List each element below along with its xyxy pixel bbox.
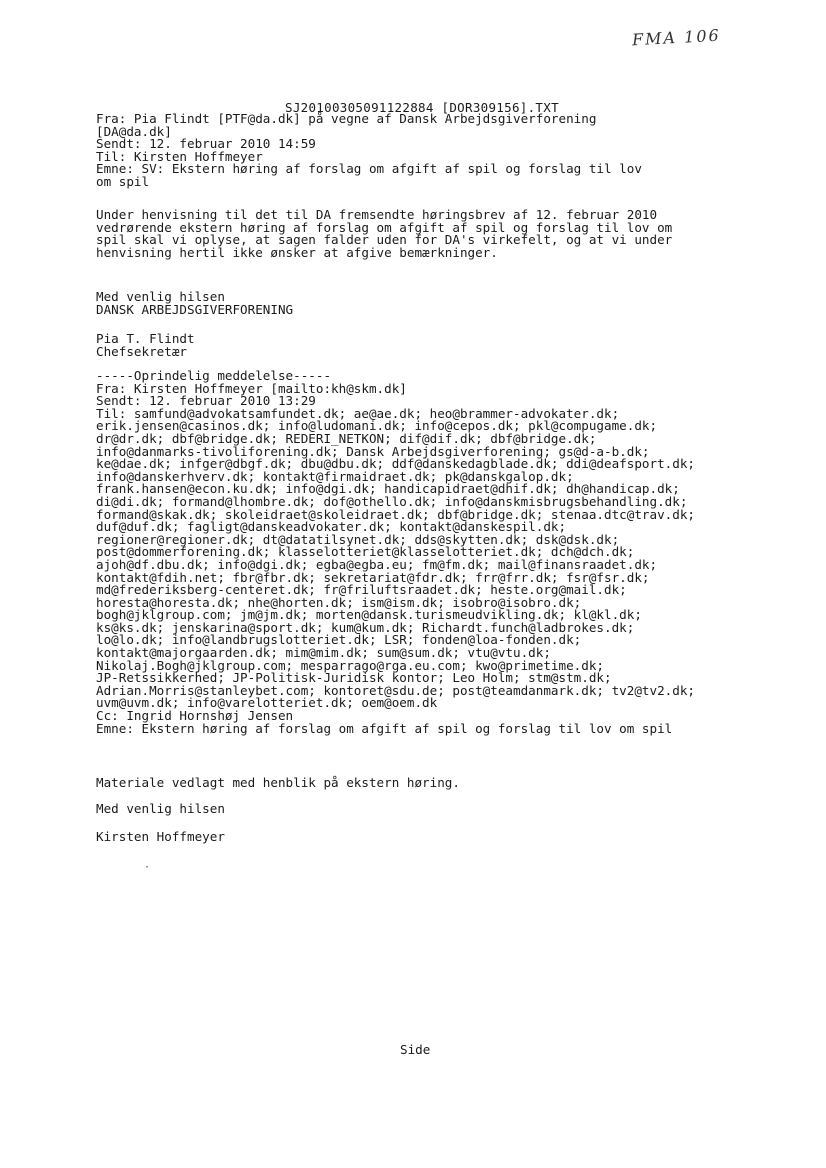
document-filename: SJ20100305091122884 [DOR309156].TXT	[285, 100, 559, 115]
original-lines-line: ke@dae.dk; infger@dbgf.dk; dbu@dbu.dk; ddf@danskedagblade.dk; ddi@deafsport.dk;	[96, 456, 695, 472]
material-note: Materiale vedlagt med henblik på ekstern høring.	[96, 775, 460, 790]
original-lines-line: dr@dr.dk; dbf@bridge.dk; REDERI_NETKON; dif@dif.dk; dbf@bridge.dk;	[96, 430, 597, 446]
header-lines-line: Sendt: 12. februar 2010 14:59	[96, 136, 316, 152]
original-lines-line: kontakt@majorgaarden.dk; mim@mim.dk; sum@sum.dk; vtu@vtu.dk;	[96, 645, 551, 661]
original-lines-line: bogh@jklgroup.com; jm@jm.dk; morten@dansk.turismeudvikling.dk; kl@kl.dk;	[96, 607, 642, 623]
body-lines-line: vedrørende ekstern høring af forslag om afgift af spil og forslag til lov om	[96, 219, 673, 235]
original-lines-line: formand@skak.dk; skoleidraet@skoleidraet.dk; dbf@bridge.dk; stenaa.dtc@trav.dk;	[96, 506, 695, 522]
reply-body	[96, 209, 672, 259]
original-lines-line: kontakt@fdih.net; fbr@fbr.dk; sekretariat@fdr.dk; frr@frr.dk; fsr@fsr.dk;	[96, 569, 650, 585]
page-footer: Side	[400, 1042, 431, 1057]
body-lines-line: spil skal vi oplyse, at sagen falder uden for DA's virkefelt, og at vi under	[96, 232, 673, 248]
handwritten-note: FMA 106	[631, 25, 722, 50]
header-lines-line: Til: Kirsten Hoffmeyer	[96, 148, 263, 164]
original-lines-line: Cc: Ingrid Hornshøj Jensen	[96, 708, 294, 724]
signature-lines-line: DANSK ARBEJDSGIVERFORENING	[96, 301, 294, 317]
header-lines-line: [DA@da.dk]	[96, 123, 172, 139]
closing-greeting: Med venlig hilsen	[96, 801, 225, 816]
original-lines-line: info@danmarks-tivoliforening.dk; Dansk Arbejdsgiverforening; gs@d-a-b.dk;	[96, 443, 650, 459]
original-lines-line: -----Oprindelig meddelelse-----	[96, 368, 332, 383]
original-lines-line: frank.hansen@econ.ku.dk; info@dgi.dk; handicapidraet@dhif.dk; dh@handicap.dk;	[96, 481, 680, 497]
original-lines-line: di@di.dk; formand@lhombre.dk; dof@othello.dk; info@danskmisbrugsbehandling.dk;	[96, 493, 688, 509]
original-lines-line: md@frederiksberg-centeret.dk; fr@friluftsraadet.dk; heste.org@mail.dk;	[96, 582, 627, 598]
original-lines-line: info@danskerhverv.dk; kontakt@firmaidraet.dk; pk@danskgalop.dk;	[96, 468, 574, 484]
original-lines-line: lo@lo.dk; info@landbrugslotteriet.dk; LSR; fonden@loa-fonden.dk;	[96, 632, 582, 648]
original-lines-line: post@dommerforening.dk; klasselotteriet@klasselotteriet.dk; dch@dch.dk;	[96, 544, 635, 560]
header-lines-line: Fra: Pia Flindt [PTF@da.dk] på vegne af Dansk Arbejdsgiverforening	[96, 111, 597, 126]
original-lines-line: regioner@regioner.dk; dt@datatilsynet.dk; dds@skytten.dk; dsk@dsk.dk;	[96, 531, 620, 547]
original-lines-line: duf@duf.dk; fagligt@danskeadvokater.dk; kontakt@danskespil.dk;	[96, 519, 567, 535]
header-lines-line: Emne: SV: Ekstern høring af forslag om afgift af spil og forslag til lov	[96, 161, 642, 177]
body-lines-line: Under henvisning til det til DA fremsendte høringsbrev af 12. februar 2010	[96, 207, 658, 222]
original-lines-line: ajoh@df.dbu.dk; info@dgi.dk; egba@egba.eu; fm@fm.dk; mail@finansraadet.dk;	[96, 556, 658, 572]
signature-lines-line: Med venlig hilsen	[96, 289, 225, 304]
sender-name-title	[96, 333, 195, 358]
name-lines-line: Pia T. Flindt	[96, 331, 195, 346]
original-lines-line: erik.jensen@casinos.dk; info@ludomani.dk; info@cepos.dk; pkl@compugame.dk;	[96, 418, 658, 434]
original-lines-line: Adrian.Morris@stanleybet.com; kontoret@sdu.de; post@teamdanmark.dk; tv2@tv2.dk;	[96, 682, 695, 698]
original-lines-line: ks@ks.dk; jenskarina@sport.dk; kum@kum.dk; Richardt.funch@ladbrokes.dk;	[96, 619, 635, 635]
reply-header	[96, 113, 642, 189]
scan-speck: ·	[144, 862, 151, 873]
header-lines-line: om spil	[96, 173, 150, 189]
original-lines-line: Fra: Kirsten Hoffmeyer [mailto:kh@skm.dk]	[96, 380, 407, 396]
original-message	[96, 370, 695, 735]
name-lines-line: Chefsekretær	[96, 343, 187, 359]
original-lines-line: Emne: Ekstern høring af forslag om afgift af spil og forslag til lov om spil	[96, 720, 673, 736]
original-lines-line: Sendt: 12. februar 2010 13:29	[96, 393, 316, 409]
closing-name: Kirsten Hoffmeyer	[96, 829, 225, 844]
original-lines-line: Nikolaj.Bogh@jklgroup.com; mesparrago@rga.eu.com; kwo@primetime.dk;	[96, 657, 604, 673]
original-lines-line: JP-Retssikkerhed; JP-Politisk-Juridisk kontor; Leo Holm; stm@stm.dk;	[96, 670, 612, 686]
reply-signature	[96, 291, 293, 316]
original-lines-line: uvm@uvm.dk; info@varelotteriet.dk; oem@oem.dk	[96, 695, 438, 711]
original-lines-line: Til: samfund@advokatsamfundet.dk; ae@ae.dk; heo@brammer-advokater.dk;	[96, 405, 620, 421]
body-lines-line: henvisning hertil ikke ønsker at afgive bemærkninger.	[96, 244, 498, 260]
original-lines-line: horesta@horesta.dk; nhe@horten.dk; ism@ism.dk; isobro@isobro.dk;	[96, 594, 582, 610]
